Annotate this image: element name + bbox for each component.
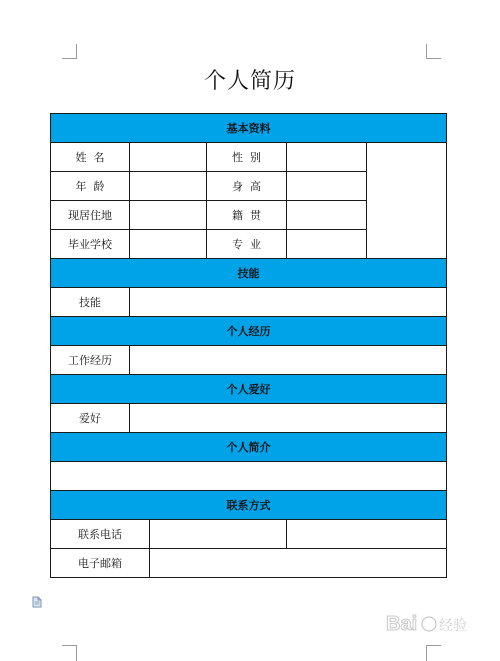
- section-header-hobbies: 个人爱好: [51, 375, 447, 404]
- value-age[interactable]: [130, 172, 207, 201]
- baidu-jingyan-watermark: [384, 608, 484, 642]
- margin-mark-bottom-right: [426, 645, 441, 661]
- table-row: [51, 288, 447, 317]
- label-major: 专 业: [207, 230, 287, 259]
- value-hobby[interactable]: [130, 404, 447, 433]
- label-school: 毕业学校: [51, 230, 130, 259]
- value-gender[interactable]: [287, 143, 367, 172]
- value-address[interactable]: [130, 201, 207, 230]
- label-age: 年 龄: [51, 172, 130, 201]
- value-skills[interactable]: [130, 288, 447, 317]
- section-row-contact: [51, 491, 447, 520]
- margin-mark-bottom-left: [62, 645, 77, 661]
- value-major[interactable]: [287, 230, 367, 259]
- table-row: [51, 404, 447, 433]
- section-header-experience: 个人经历: [51, 317, 447, 346]
- section-header-contact: 联系方式: [51, 491, 447, 520]
- value-email[interactable]: [150, 549, 447, 578]
- photo-cell[interactable]: [367, 143, 447, 259]
- label-gender: 性 别: [207, 143, 287, 172]
- table-row: [51, 462, 447, 491]
- label-hobby: 爱好: [51, 404, 130, 433]
- label-skills: 技能: [51, 288, 130, 317]
- page-title: 个人简历: [203, 69, 296, 94]
- value-work-experience[interactable]: [130, 346, 447, 375]
- svg-text:经验: 经验: [439, 618, 467, 634]
- value-height[interactable]: [287, 172, 367, 201]
- label-origin: 籍 贯: [207, 201, 287, 230]
- value-phone-extra[interactable]: [287, 520, 447, 549]
- section-header-intro: 个人简介: [51, 433, 447, 462]
- margin-mark-top-right: [426, 44, 441, 59]
- section-row-basic: [51, 114, 447, 143]
- section-row-intro: [51, 433, 447, 462]
- label-name: 姓 名: [51, 143, 130, 172]
- label-height: 身 高: [207, 172, 287, 201]
- table-row: [51, 143, 447, 172]
- section-header-skills: 技能: [51, 259, 447, 288]
- label-work-experience: 工作经历: [51, 346, 130, 375]
- section-row-experience: [51, 317, 447, 346]
- section-row-skills: [51, 259, 447, 288]
- margin-mark-top-left: [62, 44, 77, 59]
- resume-table: [50, 113, 447, 578]
- label-phone: 联系电话: [51, 520, 150, 549]
- document-icon[interactable]: [31, 596, 43, 608]
- table-row: [51, 549, 447, 578]
- value-name[interactable]: [130, 143, 207, 172]
- value-phone[interactable]: [150, 520, 287, 549]
- section-row-hobbies: [51, 375, 447, 404]
- table-row: [51, 520, 447, 549]
- value-intro[interactable]: [51, 462, 447, 491]
- label-email: 电子邮箱: [51, 549, 150, 578]
- table-row: [51, 346, 447, 375]
- label-address: 现居住地: [51, 201, 130, 230]
- value-origin[interactable]: [287, 201, 367, 230]
- section-header-basic: 基本资料: [51, 114, 447, 143]
- value-school[interactable]: [130, 230, 207, 259]
- svg-text:Bai: Bai: [386, 613, 418, 635]
